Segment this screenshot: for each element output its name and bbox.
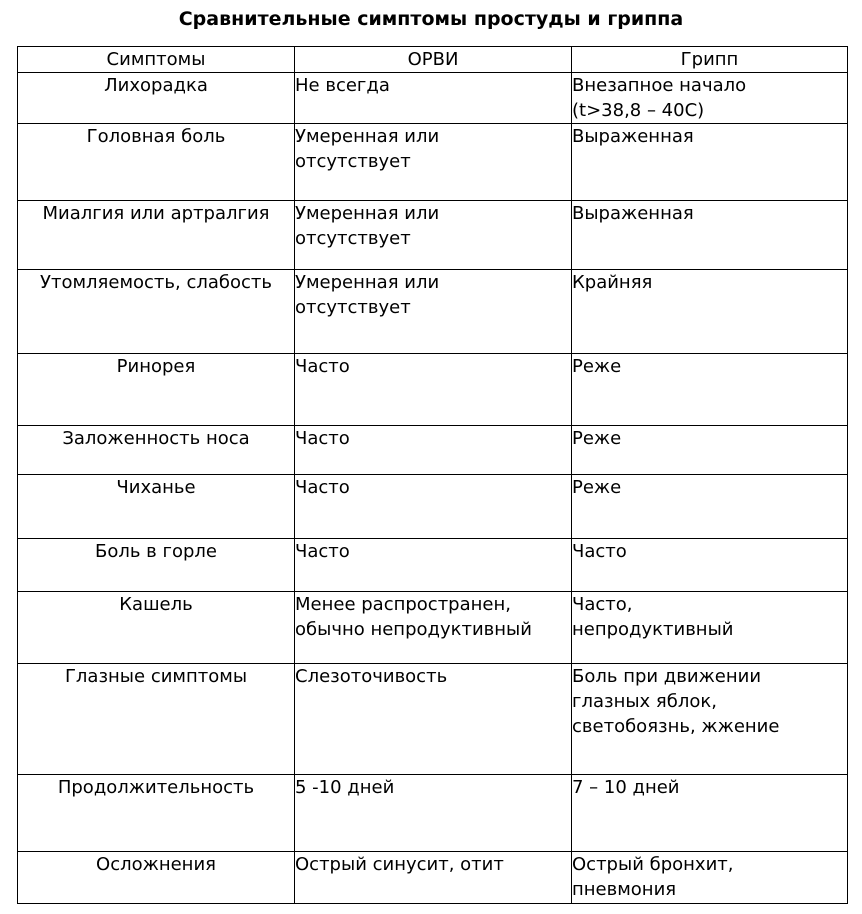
symptom-cell-text: Осложнения <box>96 854 216 875</box>
flu-cell-text: Реже <box>572 477 622 498</box>
table-row <box>18 775 848 852</box>
symptom-cell-text: Ринорея <box>116 356 196 377</box>
symptom-cell <box>18 124 295 201</box>
table-row <box>18 475 848 539</box>
orvi-cell-text: Менее распространен, <box>295 594 511 615</box>
symptom-cell-text: Утомляемость, слабость <box>39 272 272 293</box>
flu-cell-text: Часто <box>572 541 627 562</box>
symptom-cell-text: Глазные симптомы <box>64 666 248 687</box>
symptom-cell-text: Заложенность носа <box>62 428 250 449</box>
symptom-cell <box>18 592 295 664</box>
symptom-cell <box>18 852 295 904</box>
symptom-cell-text: Миалгия или артралгия <box>42 203 270 224</box>
flu-cell-text: Боль при движении <box>572 666 762 687</box>
flu-cell-text: непродуктивный <box>572 619 734 640</box>
table-row <box>18 539 848 592</box>
orvi-cell-text: отсутствует <box>295 297 411 318</box>
orvi-cell <box>295 124 572 201</box>
orvi-cell <box>295 201 572 270</box>
flu-cell <box>572 592 848 664</box>
orvi-cell-text: Умеренная или <box>295 272 440 293</box>
orvi-cell <box>295 354 572 426</box>
orvi-cell-text: 5 -10 дней <box>295 777 395 798</box>
table-body <box>18 73 848 904</box>
symptom-cell <box>18 664 295 775</box>
orvi-cell-text: Слезоточивость <box>295 666 448 687</box>
orvi-cell-text: Часто <box>295 356 350 377</box>
flu-cell-text: светобоязнь, жжение <box>572 716 780 737</box>
flu-cell <box>572 354 848 426</box>
symptom-cell-text: Продолжительность <box>57 777 255 798</box>
orvi-cell <box>295 426 572 475</box>
orvi-cell <box>295 539 572 592</box>
table-row <box>18 124 848 201</box>
orvi-cell-text: обычно непродуктивный <box>295 619 532 640</box>
orvi-cell <box>295 73 572 124</box>
flu-cell-text: Реже <box>572 428 622 449</box>
symptom-cell-text: Чиханье <box>116 477 196 498</box>
flu-cell-text: (t>38,8 – 40C) <box>572 100 705 121</box>
orvi-cell-text: Часто <box>295 541 350 562</box>
table-row <box>18 592 848 664</box>
table-row <box>18 201 848 270</box>
flu-cell <box>572 124 848 201</box>
symptom-cell-text: Кашель <box>119 594 193 615</box>
orvi-cell <box>295 775 572 852</box>
flu-cell <box>572 852 848 904</box>
orvi-cell-text: отсутствует <box>295 151 411 172</box>
flu-cell-text: пневмония <box>572 879 677 900</box>
orvi-cell-text: Не всегда <box>295 75 390 96</box>
flu-cell-text: Реже <box>572 356 622 377</box>
symptom-cell-text: Боль в горле <box>94 541 217 562</box>
table-row <box>18 426 848 475</box>
flu-cell-text: Выраженная <box>572 203 694 224</box>
symptom-cell <box>18 426 295 475</box>
symptom-cell-text: Лихорадка <box>104 75 208 96</box>
header-orvi: ОРВИ <box>295 47 572 73</box>
symptom-cell <box>18 201 295 270</box>
flu-cell <box>572 475 848 539</box>
table-row <box>18 73 848 124</box>
flu-cell-text: 7 – 10 дней <box>572 777 680 798</box>
table-row <box>18 354 848 426</box>
flu-cell <box>572 664 848 775</box>
header-symptoms: Симптомы <box>18 47 295 73</box>
flu-cell <box>572 539 848 592</box>
table-header-row <box>18 47 848 73</box>
symptom-cell <box>18 270 295 354</box>
flu-cell-text: Часто, <box>572 594 633 615</box>
symptom-cell <box>18 475 295 539</box>
symptom-cell <box>18 775 295 852</box>
flu-cell <box>572 201 848 270</box>
flu-cell-text: Острый бронхит, <box>572 854 734 875</box>
orvi-cell <box>295 664 572 775</box>
flu-cell <box>572 426 848 475</box>
table-row <box>18 664 848 775</box>
flu-cell <box>572 775 848 852</box>
orvi-cell-text: Умеренная или <box>295 126 440 147</box>
flu-cell <box>572 73 848 124</box>
table-row <box>18 852 848 904</box>
table-row <box>18 270 848 354</box>
header-flu: Грипп <box>572 47 848 73</box>
flu-cell-text: Выраженная <box>572 126 694 147</box>
orvi-cell <box>295 852 572 904</box>
orvi-cell-text: Часто <box>295 428 350 449</box>
flu-cell-text: глазных яблок, <box>572 691 717 712</box>
flu-cell-text: Крайняя <box>572 272 653 293</box>
orvi-cell <box>295 592 572 664</box>
orvi-cell <box>295 475 572 539</box>
flu-cell-text: Внезапное начало <box>572 75 747 96</box>
symptom-cell <box>18 539 295 592</box>
page-title: Сравнительные симптомы простуды и гриппа <box>178 8 684 30</box>
symptom-cell <box>18 354 295 426</box>
symptom-cell-text: Головная боль <box>86 126 226 147</box>
flu-cell <box>572 270 848 354</box>
orvi-cell-text: Умеренная или <box>295 203 440 224</box>
symptom-comparison-table <box>17 46 848 904</box>
symptom-cell <box>18 73 295 124</box>
orvi-cell-text: Острый синусит, отит <box>295 854 504 875</box>
orvi-cell-text: Часто <box>295 477 350 498</box>
orvi-cell-text: отсутствует <box>295 228 411 249</box>
orvi-cell <box>295 270 572 354</box>
